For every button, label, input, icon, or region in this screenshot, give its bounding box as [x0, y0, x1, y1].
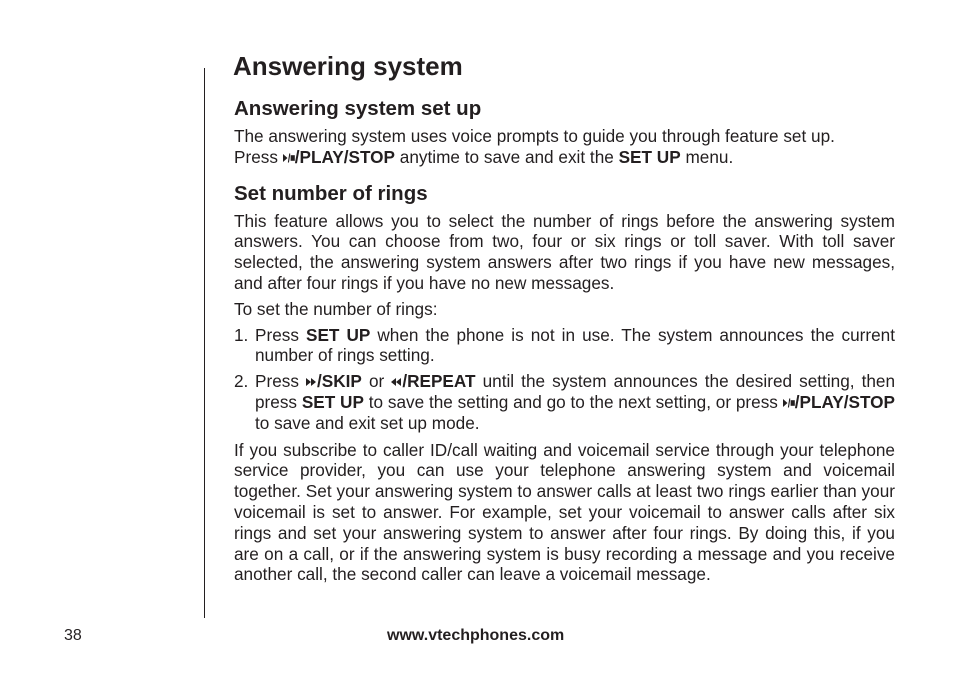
step1-text: when the phone is not in use. The system announces the current number of rings setting. [255, 324, 895, 366]
step2-text-b: to save the setting and go to the next setting, or press [368, 391, 778, 412]
rings-description: This feature allows you to select the number of rings before the answering system answers. You can choose from two, four or six rings or toll saver. With toll saver selected, the answering system answers after two rings if you have new messages, and after four rings if you have no new messages. [234, 210, 895, 293]
page-content [234, 96, 895, 585]
set-up-key-label: SET UP [301, 391, 364, 412]
or-word: or [368, 371, 385, 392]
set-up-key-label: SET UP [618, 146, 681, 167]
list-item [234, 371, 895, 433]
skip-key-label: /SKIP [317, 371, 362, 392]
setup-end-text: menu. [685, 146, 734, 167]
repeat-back-icon [391, 377, 402, 387]
step2-text-a: until the system announces the desired setting, then press [255, 371, 896, 412]
page-number: 38 [64, 627, 82, 644]
setup-intro-paragraph [234, 126, 895, 168]
repeat-key-label: /REPEAT [402, 371, 476, 392]
play-stop-key-label: /PLAY/STOP [294, 146, 396, 167]
margin-rule [204, 68, 205, 618]
step-number: 1. [234, 324, 249, 345]
footer-url: www.vtechphones.com [387, 627, 565, 644]
play-stop-icon [283, 153, 295, 163]
list-item [234, 325, 895, 367]
play-stop-key-label: /PLAY/STOP [794, 391, 895, 412]
section-heading-setup: Answering system set up [234, 97, 482, 120]
step2-text-c: to save and exit set up mode. [255, 412, 480, 433]
page-title: Answering system [233, 51, 463, 81]
setup-mid-text: anytime to save and exit the [399, 146, 614, 167]
setup-intro-text: The answering system uses voice prompts to guide you through feature set up. [234, 126, 835, 146]
step-number: 2. [234, 371, 249, 392]
section-heading-rings: Set number of rings [234, 181, 428, 205]
press-word: Press [234, 146, 278, 167]
play-stop-icon [783, 398, 795, 408]
voicemail-paragraph: If you subscribe to caller ID/call waiting and voicemail service through your telephone service provider, you can use your telephone answering system and voicemail together. Set your answering system to answer calls at least two rings earlier than your voicemail is set to answer. For example, set your voicemail to answer calls after six rings and set your answering system to answer after four rings. By doing this, if you are on a call, or if the answering system is busy recording a message and you receive another call, the second caller can leave a voicemail message. [234, 439, 895, 585]
skip-forward-icon [306, 377, 317, 387]
rings-steps-list [234, 325, 895, 434]
rings-lead-in: To set the number of rings: [234, 298, 438, 319]
set-up-key-label: SET UP [305, 324, 371, 345]
step-press-word: Press [255, 371, 299, 392]
step-press-word: Press [255, 324, 299, 345]
